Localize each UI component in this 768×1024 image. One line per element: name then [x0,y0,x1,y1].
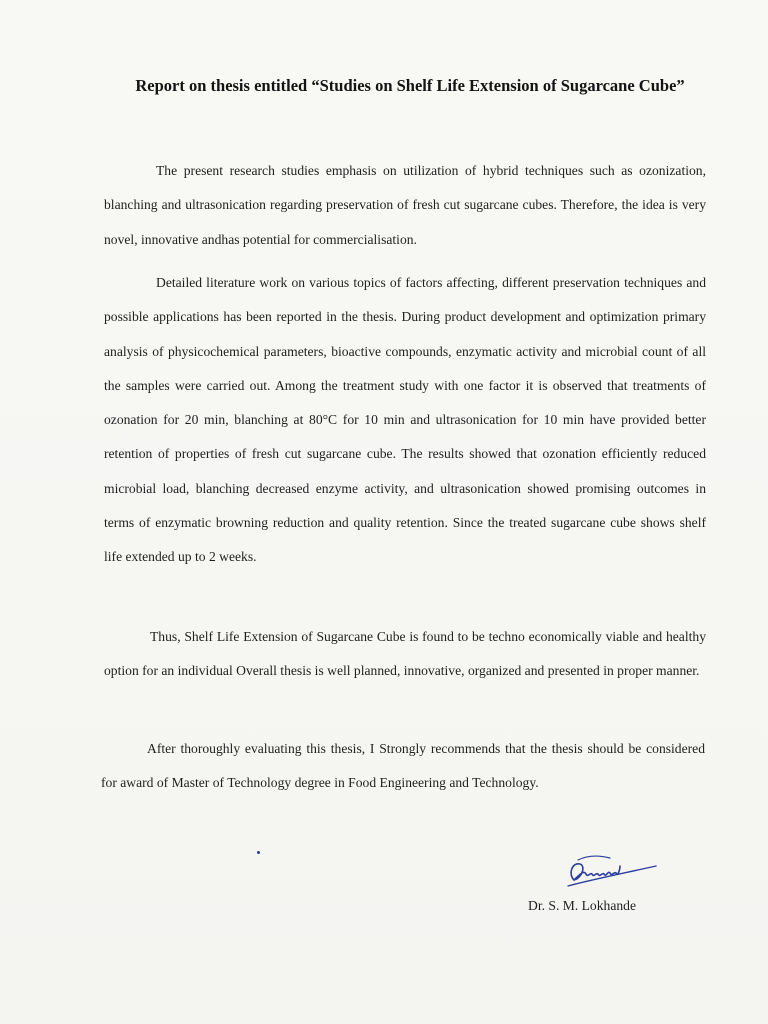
paragraph-conclusion: Thus, Shelf Life Extension of Sugarcane Cube is found to be techno economically viable and healthy option for an individual Overall thesis is well planned, innovative, organized and presented in proper manner. [104,629,706,679]
paragraph-recommendation: After thoroughly evaluating this thesis, I Strongly recommends that the thesis should be considered for award of Master of Technology degree in Food Engineering and Technology. [101,741,705,791]
report-title: Report on thesis entitled “Studies on Shelf Life Extension of Sugarcane Cube” [135,76,685,95]
signatory-name: Dr. S. M. Lokhande [528,898,636,913]
paragraph-findings: Detailed literature work on various topics of factors affecting, different preservation techniques and possible applications has been reported in the thesis. During product development and optimization primary analysis of physicochemical parameters, bioactive compounds, enzymatic activity and microbial count of all the samples were carried out. Among the treatment study with one factor it is observed that treatments of ozonation for 20 min, blanching at 80°C for 10 min and ultrasonication for 10 min have provided better retention of properties of fresh cut sugarcane cube. The results showed that ozonation efficiently reduced microbial load, blanching decreased enzyme activity, and ultrasonication showed promising outcomes in terms of enzymatic browning reduction and quality retention. Since the treated sugarcane cube shows shelf life extended up to 2 weeks. [104,275,706,565]
ink-dot [257,851,260,854]
paragraph-introduction: The present research studies emphasis on utilization of hybrid techniques such as ozonization, blanching and ultrasonication regarding preservation of fresh cut sugarcane cubes. Therefore, the idea is very novel, innovative andhas potential for commercialisation. [104,163,706,247]
handwritten-signature [560,852,660,892]
